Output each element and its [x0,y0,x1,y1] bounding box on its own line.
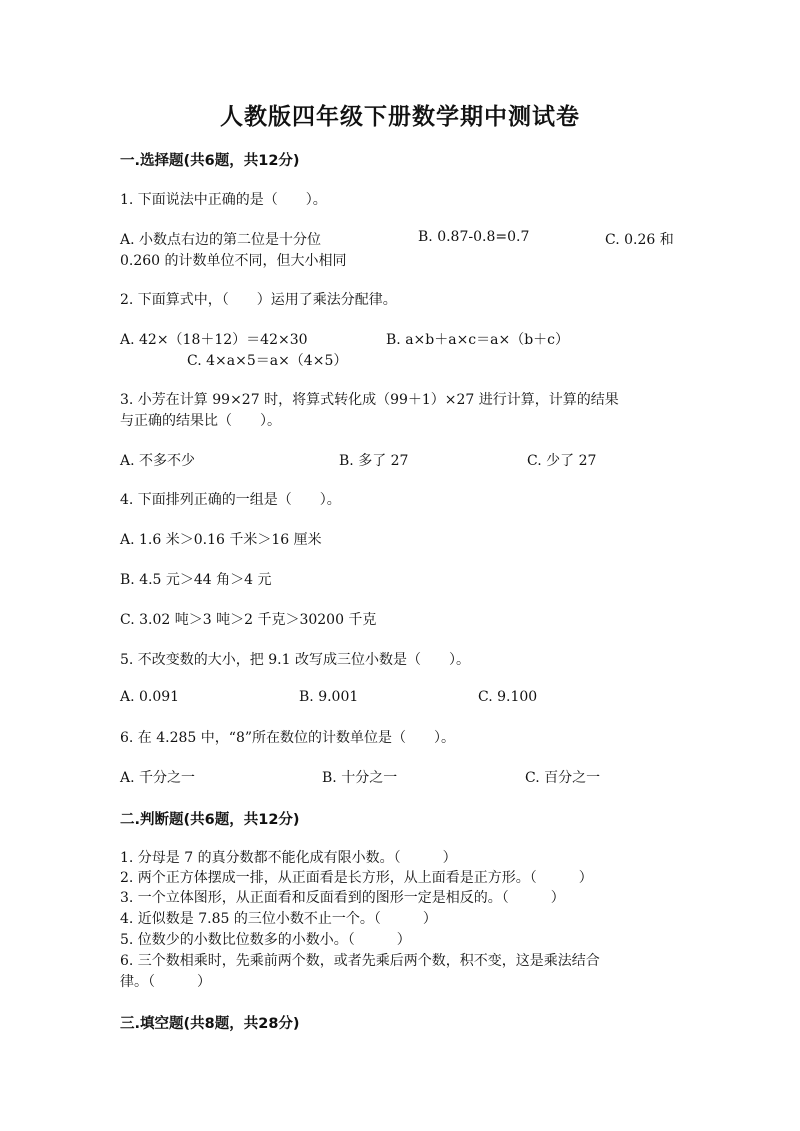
question-3-option-b: B. 多了 27 [339,453,409,469]
exam-title: 人教版四年级下册数学期中测试卷 [220,104,580,130]
section-heading-true-false: 二.判断题(共6题，共12分) [120,812,300,828]
question-6-option-a: A. 千分之一 [120,770,196,786]
question-4-option-b: B. 4.5 元＞44 角＞4 元 [120,572,272,588]
question-4-option-c: C. 3.02 吨＞3 吨＞2 千克＞30200 千克 [120,612,377,628]
question-2-stem: 2. 下面算式中，（ ）运用了乘法分配律。 [120,292,397,308]
judge-item-2: 2. 两个正方体摆成一排，从正面看是长方形，从上面看是正方形。（ ） [120,870,593,886]
question-1-stem: 1. 下面说法中正确的是（ ）。 [120,192,327,208]
question-3-option-a: A. 不多不少 [120,453,196,469]
question-5-stem: 5. 不改变数的大小，把 9.1 改写成三位小数是（ ）。 [120,652,470,668]
question-2-option-a: A. 42×（18＋12）＝42×30 [120,332,308,348]
question-4-option-a: A. 1.6 米＞0.16 千米＞16 厘米 [120,532,322,548]
question-1-option-a: A. 小数点右边的第二位是十分位 [120,232,322,248]
question-6-option-c: C. 百分之一 [525,770,601,786]
question-3-option-c: C. 少了 27 [527,453,597,469]
question-5-option-a: A. 0.091 [120,689,180,705]
section-heading-choice: 一.选择题(共6题，共12分) [120,153,300,169]
question-4-stem: 4. 下面排列正确的一组是（ ）。 [120,492,341,508]
judge-item-4: 4. 近似数是 7.85 的三位小数不止一个。（ ） [120,911,437,927]
question-5-option-c: C. 9.100 [478,689,538,705]
question-1-option-c-continued: 0.260 的计数单位不同，但大小相同 [120,253,347,269]
judge-item-3: 3. 一个立体图形，从正面看和反面看到的图形一定是相反的。（ ） [120,890,565,906]
question-1-option-c: C. 0.26 和 [605,232,674,248]
question-3-stem-line-1: 3. 小芳在计算 99×27 时，将算式转化成（99＋1）×27 进行计算，计算的结果 [120,392,619,408]
question-3-stem-line-2: 与正确的结果比（ ）。 [120,413,281,429]
judge-item-6-continued: 律。（ ） [120,974,211,990]
question-6-option-b: B. 十分之一 [322,770,398,786]
judge-item-1: 1. 分母是 7 的真分数都不能化成有限小数。（ ） [120,850,457,866]
question-2-option-c: C. 4×a×5＝a×（4×5） [187,353,348,369]
question-5-option-b: B. 9.001 [299,689,359,705]
question-6-stem: 6. 在 4.285 中，“8”所在数位的计数单位是（ ）。 [120,730,456,746]
section-heading-fill-blank: 三.填空题(共8题，共28分) [120,1016,300,1032]
question-1-option-b: B. 0.87-0.8=0.7 [418,229,530,245]
judge-item-5: 5. 位数少的小数比位数多的小数小。（ ） [120,932,411,948]
judge-item-6: 6. 三个数相乘时，先乘前两个数，或者先乘后两个数，积不变，这是乘法结合 [120,953,600,969]
question-2-option-b: B. a×b＋a×c＝a×（b＋c） [386,332,570,348]
